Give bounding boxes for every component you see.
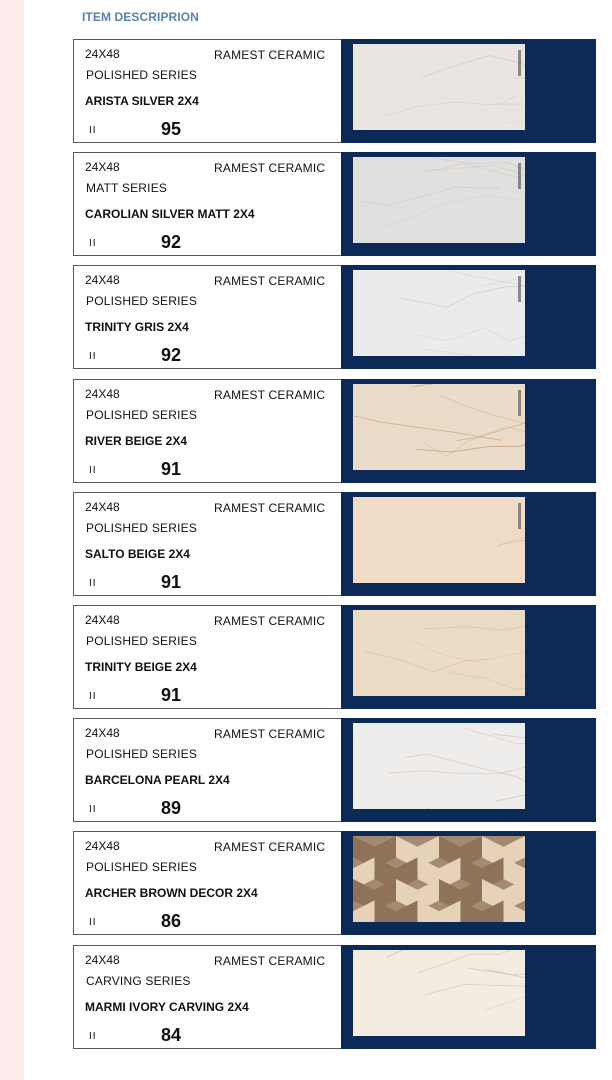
item-info-box <box>73 945 343 1049</box>
item-quantity: 92 <box>161 345 182 366</box>
item-series: POLISHED SERIES <box>86 634 198 648</box>
item-quantity: 86 <box>161 911 182 932</box>
tile-panel <box>341 945 596 1049</box>
tile-image <box>353 610 525 696</box>
tile-label-mark <box>518 50 521 76</box>
item-mark: II <box>89 1030 97 1042</box>
item-name: RIVER BEIGE 2X4 <box>85 433 188 448</box>
item-quantity: 84 <box>161 1024 182 1045</box>
item-size: 24X48 <box>85 47 120 61</box>
item-mark: II <box>89 917 97 929</box>
tile-label-mark <box>518 503 521 529</box>
item-card-3 <box>73 265 596 369</box>
item-mark: II <box>89 577 97 589</box>
item-brand: RAMEST CERAMIC <box>214 274 326 289</box>
item-card-5 <box>73 492 596 596</box>
item-series: POLISHED SERIES <box>86 520 198 535</box>
item-mark: II <box>89 238 97 250</box>
item-card-9 <box>73 945 596 1049</box>
item-brand: RAMEST CERAMIC <box>214 387 326 402</box>
item-name: ARCHER BROWN DECOR 2X4 <box>85 886 258 901</box>
item-mark: II <box>89 125 97 136</box>
item-info-box <box>73 605 343 709</box>
item-series: POLISHED SERIES <box>86 68 198 82</box>
tile-image <box>353 497 525 583</box>
item-info-box <box>73 379 343 483</box>
item-size: 24X48 <box>85 839 120 854</box>
tile-label-mark <box>518 390 521 416</box>
item-name: SALTO BEIGE 2X4 <box>85 546 190 561</box>
item-size: 24X48 <box>85 726 120 741</box>
item-mark: II <box>89 804 97 816</box>
item-quantity: 91 <box>161 571 182 592</box>
tile-image <box>353 836 525 922</box>
item-name: BARCELONA PEARL 2X4 <box>85 773 230 788</box>
item-quantity: 91 <box>161 685 182 705</box>
item-info-box <box>73 718 343 822</box>
item-series: POLISHED SERIES <box>86 407 198 422</box>
item-card-8 <box>73 831 596 935</box>
tile-panel <box>341 492 596 596</box>
tile-image <box>353 723 525 809</box>
item-quantity: 95 <box>161 119 182 139</box>
item-quantity: 92 <box>161 232 182 253</box>
item-series: CARVING SERIES <box>86 973 191 988</box>
item-info-box <box>73 492 343 596</box>
tile-label-mark <box>518 163 521 189</box>
item-quantity: 89 <box>161 798 182 819</box>
item-brand: RAMEST CERAMIC <box>214 953 326 968</box>
item-size: 24X48 <box>85 386 120 401</box>
left-margin-strip <box>0 0 24 1080</box>
tile-image <box>353 384 525 470</box>
item-size: 24X48 <box>85 952 120 967</box>
item-info-box <box>73 39 343 143</box>
item-series: POLISHED SERIES <box>86 747 198 762</box>
item-size: 24X48 <box>85 273 120 288</box>
item-info-box <box>73 265 343 369</box>
tile-panel <box>341 379 596 483</box>
item-card-6 <box>73 605 596 709</box>
tile-image <box>353 44 525 130</box>
item-brand: RAMEST CERAMIC <box>214 48 326 62</box>
tile-image <box>353 157 525 243</box>
item-series: MATT SERIES <box>86 181 168 196</box>
item-mark: II <box>89 351 97 363</box>
tile-panel <box>341 605 596 709</box>
item-name: TRINITY BEIGE 2X4 <box>85 660 197 674</box>
item-card-1 <box>73 39 596 143</box>
tile-panel <box>341 39 596 143</box>
item-card-4 <box>73 379 596 483</box>
page-heading: ITEM DESCRIPRION <box>82 10 199 24</box>
tile-panel <box>341 718 596 822</box>
item-mark: II <box>89 691 97 702</box>
item-brand: RAMEST CERAMIC <box>214 500 326 515</box>
item-quantity: 91 <box>161 458 182 479</box>
item-brand: RAMEST CERAMIC <box>214 840 326 855</box>
tile-panel <box>341 831 596 935</box>
item-brand: RAMEST CERAMIC <box>214 614 326 628</box>
tile-image <box>353 950 525 1036</box>
item-size: 24X48 <box>85 613 120 627</box>
item-name: MARMI IVORY CARVING 2X4 <box>85 999 249 1014</box>
item-name: TRINITY GRIS 2X4 <box>85 320 189 335</box>
item-card-7 <box>73 718 596 822</box>
item-series: POLISHED SERIES <box>86 860 198 875</box>
item-series: POLISHED SERIES <box>86 294 198 309</box>
item-mark: II <box>89 464 97 476</box>
item-brand: RAMEST CERAMIC <box>214 161 326 176</box>
item-card-2 <box>73 152 596 256</box>
tile-panel <box>341 265 596 369</box>
item-info-box <box>73 152 343 256</box>
item-name: ARISTA SILVER 2X4 <box>85 94 199 108</box>
item-size: 24X48 <box>85 499 120 514</box>
tile-label-mark <box>518 276 521 302</box>
item-brand: RAMEST CERAMIC <box>214 727 326 742</box>
item-info-box <box>73 831 343 935</box>
tile-image <box>353 270 525 356</box>
item-size: 24X48 <box>85 160 120 175</box>
tile-panel <box>341 152 596 256</box>
item-name: CAROLIAN SILVER MATT 2X4 <box>85 207 255 222</box>
